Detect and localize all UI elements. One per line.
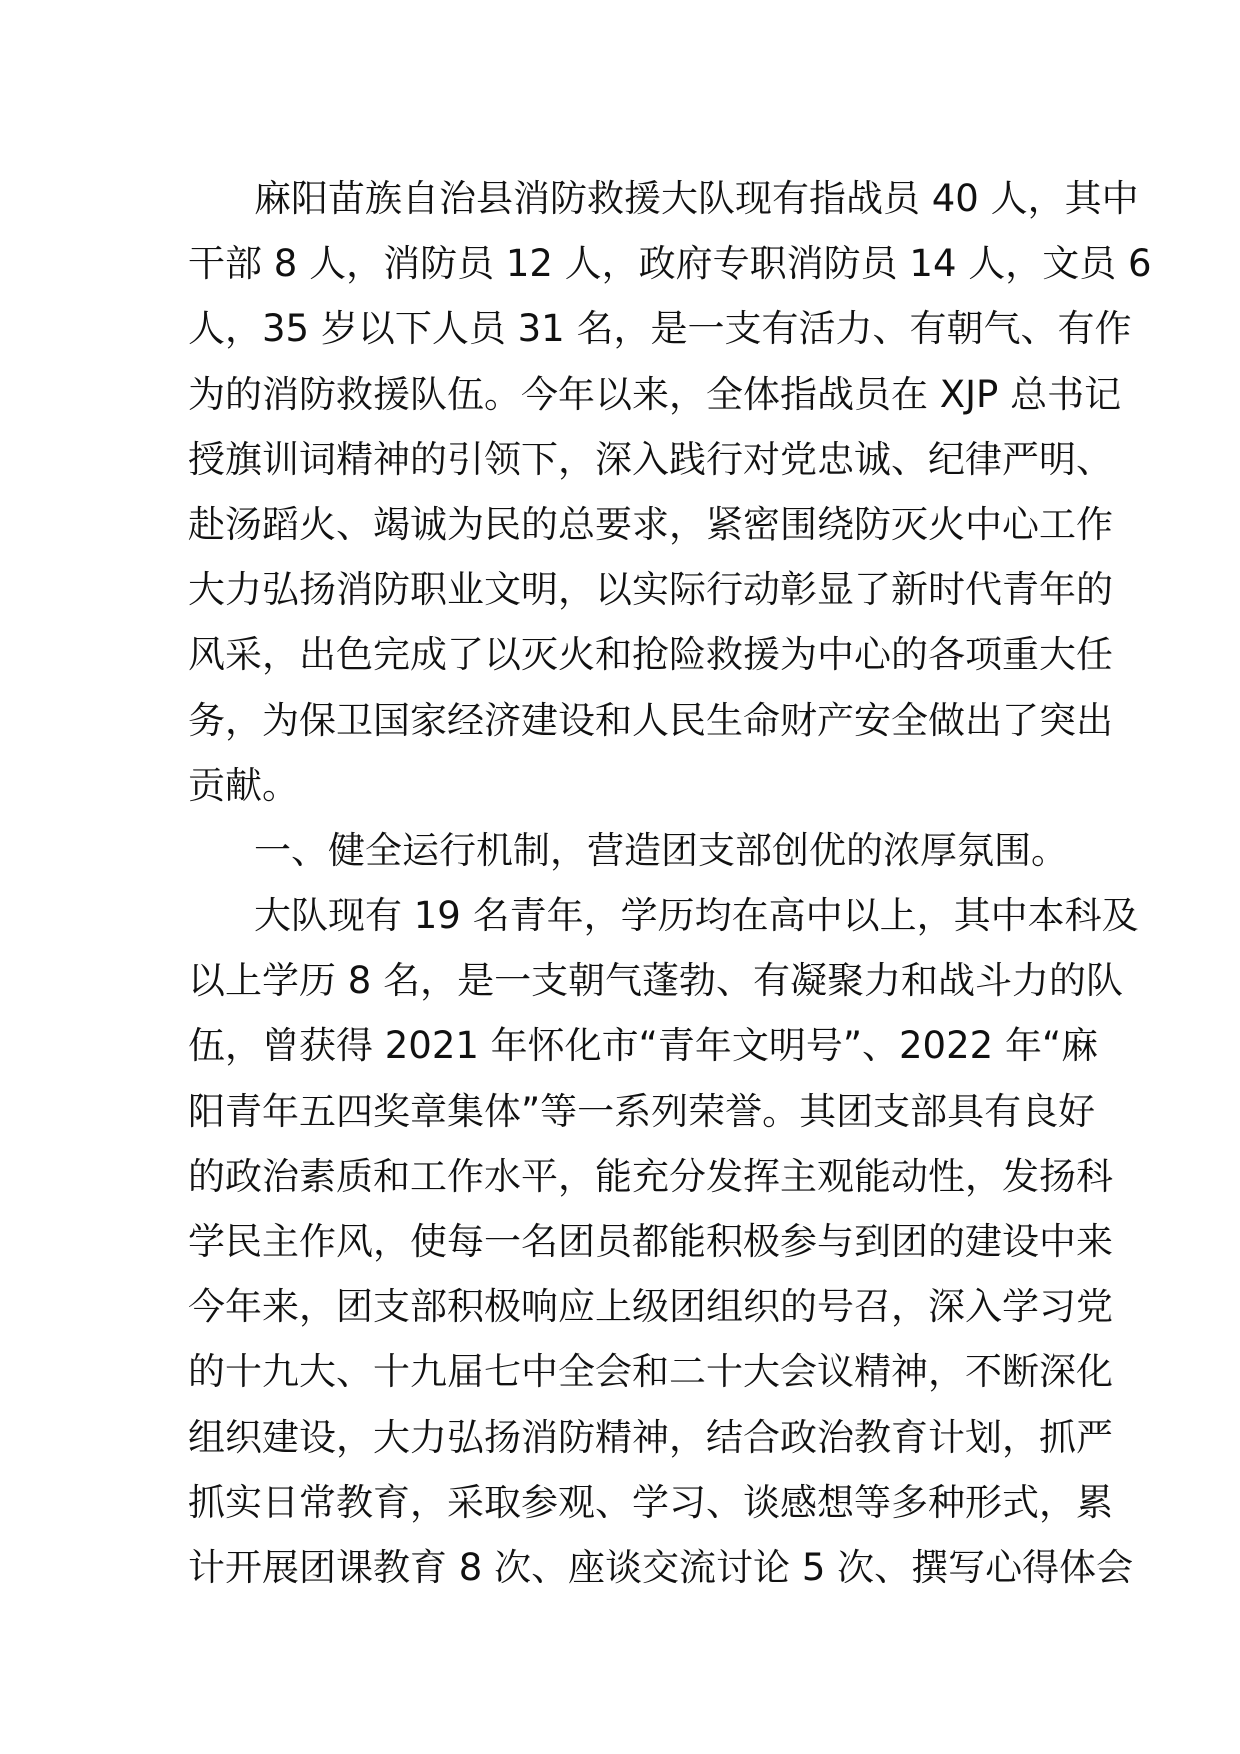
paragraph-2-line-1: 大队现有 19 名青年，学历均在高中以上，其中本科及 bbox=[254, 894, 1139, 938]
paragraph-2-line-11: 计开展团课教育 8 次、座谈交流讨论 5 次、撰写心得体会 bbox=[188, 1545, 1134, 1589]
paragraph-1-line-9: 务，为保卫国家经济建设和人民生命财产安全做出了突出 bbox=[188, 698, 1113, 742]
paragraph-2-line-10: 抓实日常教育，采取参观、学习、谈感想等多种形式，累 bbox=[188, 1480, 1113, 1524]
paragraph-2-line-3: 伍，曾获得 2021 年怀化市“青年文明号”、2022 年“麻 bbox=[188, 1024, 1099, 1068]
paragraph-2-line-9: 组织建设，大力弘扬消防精神，结合政治教育计划，抓严 bbox=[188, 1415, 1113, 1459]
paragraph-1-line-1: 麻阳苗族自治县消防救援大队现有指战员 40 人，其中 bbox=[254, 177, 1139, 220]
paragraph-1-line-3: 人，35 岁以下人员 31 名，是一支有活力、有朝气、有作 bbox=[188, 307, 1132, 351]
paragraph-1-line-6: 赴汤蹈火、竭诚为民的总要求，紧密围绕防灭火中心工作 bbox=[188, 502, 1113, 546]
paragraph-1-line-8: 风采，出色完成了以灭火和抢险救援为中心的各项重大任 bbox=[188, 633, 1113, 677]
section-heading: 一、健全运行机制，营造团支部创优的浓厚氛围。 bbox=[254, 828, 1068, 872]
document-body bbox=[188, 166, 1152, 1600]
paragraph-1-line-2: 干部 8 人，消防员 12 人，政府专职消防员 14 人，文员 6 bbox=[188, 242, 1152, 286]
paragraph-2-line-8: 的十九大、十九届七中全会和二十大会议精神，不断深化 bbox=[188, 1350, 1113, 1394]
paragraph-2-line-2: 以上学历 8 名，是一支朝气蓬勃、有凝聚力和战斗力的队 bbox=[188, 959, 1124, 1003]
paragraph-2-line-4: 阳青年五四奖章集体”等一系列荣誉。其团支部具有良好 bbox=[188, 1089, 1096, 1133]
paragraph-2-line-5: 的政治素质和工作水平，能充分发挥主观能动性，发扬科 bbox=[188, 1154, 1113, 1198]
paragraph-1-line-5: 授旗训词精神的引领下，深入践行对党忠诚、纪律严明、 bbox=[188, 437, 1113, 481]
paragraph-1-line-7: 大力弘扬消防职业文明，以实际行动彰显了新时代青年的 bbox=[188, 568, 1113, 612]
paragraph-1-line-4: 为的消防救援队伍。今年以来，全体指战员在 XJP 总书记 bbox=[188, 372, 1122, 416]
paragraph-2-line-7: 今年来，团支部积极响应上级团组织的号召，深入学习党 bbox=[188, 1285, 1113, 1329]
paragraph-1-line-10: 贡献。 bbox=[188, 763, 299, 807]
paragraph-2-line-6: 学民主作风，使每一名团员都能积极参与到团的建设中来 bbox=[188, 1220, 1113, 1263]
